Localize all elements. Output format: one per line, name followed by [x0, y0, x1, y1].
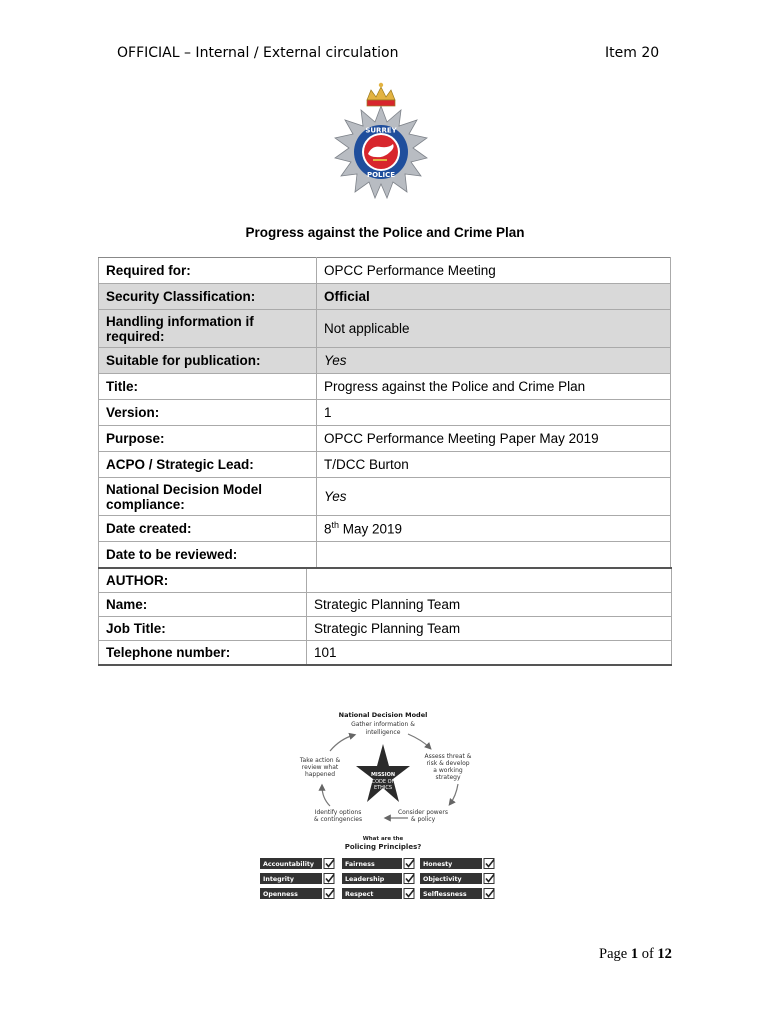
ndm-action-line1: Take action &	[299, 757, 341, 764]
row-label: Handling information if required:	[99, 310, 317, 348]
table-row	[99, 284, 671, 310]
principle-label: Selflessness	[423, 891, 467, 899]
row-value: 1	[317, 400, 671, 426]
ndm-assess-line1: Assess threat &	[424, 753, 472, 760]
row-label: Suitable for publication:	[99, 348, 317, 374]
row-label: National Decision Model compliance:	[99, 478, 317, 516]
row-value: 101	[307, 641, 672, 666]
page-total: 12	[657, 946, 672, 962]
table-row	[99, 258, 671, 284]
row-value: Strategic Planning Team	[307, 617, 672, 641]
ndm-center-line1: MISSION	[370, 772, 396, 778]
date-day: 8	[324, 521, 332, 537]
row-value: T/DCC Burton	[317, 452, 671, 478]
page-current: 1	[630, 946, 639, 962]
row-label: Name:	[99, 593, 307, 617]
row-label: ACPO / Strategic Lead:	[99, 452, 317, 478]
header-circulation: OFFICIAL – Internal / External circulation	[117, 45, 399, 61]
principle-label: Objectivity	[423, 876, 462, 884]
surrey-police-crest-logo	[326, 82, 436, 200]
row-value: Not applicable	[317, 310, 671, 348]
row-label: Title:	[99, 374, 317, 400]
table-row	[99, 400, 671, 426]
row-label: Job Title:	[99, 617, 307, 641]
date-rest: May 2019	[339, 521, 403, 537]
author-heading: AUTHOR:	[99, 568, 307, 593]
row-label: Date created:	[99, 516, 317, 542]
row-label: Required for:	[99, 258, 317, 284]
ndm-assess-line4: strategy	[435, 774, 461, 781]
principles-heading-line2: Policing Principles?	[344, 843, 422, 851]
principle-label: Respect	[345, 891, 374, 899]
principles-grid	[260, 858, 494, 899]
ndm-action-line2: review what	[301, 764, 339, 771]
ndm-center-line2: CODE OF	[371, 779, 395, 785]
ndm-identify-line2: & contingencies	[313, 816, 363, 823]
author-table	[98, 567, 672, 666]
table-row	[99, 426, 671, 452]
header-item-number: Item 20	[605, 45, 660, 61]
table-row	[99, 478, 671, 516]
ndm-center-line3: ETHICS	[373, 785, 393, 791]
row-value: Yes	[317, 478, 671, 516]
row-value	[317, 516, 671, 542]
row-label: Purpose:	[99, 426, 317, 452]
ndm-consider-line2: & policy	[410, 816, 436, 823]
table-row	[99, 374, 671, 400]
ndm-consider-line1: Consider powers	[397, 809, 449, 816]
principles-heading-line1: What are the	[362, 836, 404, 842]
ndm-assess-line3: a working	[433, 767, 463, 774]
row-label: Version:	[99, 400, 317, 426]
ndm-title: National Decision Model	[338, 711, 428, 719]
principle-label: Honesty	[423, 861, 453, 869]
crest-bottom-text: POLICE	[366, 171, 396, 179]
page-number	[599, 946, 672, 963]
document-info-table	[98, 257, 671, 569]
crown-icon	[367, 83, 395, 106]
ndm-gather-line2: intelligence	[365, 729, 401, 736]
principle-label: Integrity	[263, 876, 294, 884]
table-row	[99, 348, 671, 374]
principle-label: Fairness	[345, 861, 375, 869]
row-value: Official	[317, 284, 671, 310]
table-row	[99, 593, 672, 617]
ndm-assess-line2: risk & develop	[426, 760, 470, 767]
ndm-action-line3: happened	[304, 771, 336, 778]
principle-label: Leadership	[345, 876, 385, 884]
national-decision-model-diagram	[258, 706, 508, 906]
row-value	[307, 568, 672, 593]
principle-label: Openness	[263, 891, 298, 899]
page-prefix: Page	[599, 946, 631, 962]
row-value: OPCC Performance Meeting Paper May 2019	[317, 426, 671, 452]
document-title: Progress against the Police and Crime Plan	[245, 225, 525, 240]
row-value: Yes	[317, 348, 671, 374]
table-row	[99, 617, 672, 641]
row-value: Strategic Planning Team	[307, 593, 672, 617]
table-row	[99, 310, 671, 348]
row-label: Security Classification:	[99, 284, 317, 310]
row-value	[317, 542, 671, 569]
crest-top-text: SURREY	[365, 126, 397, 135]
page-sep: of	[638, 946, 658, 962]
ndm-gather-line1: Gather information &	[351, 721, 415, 728]
row-value: Progress against the Police and Crime Plan	[317, 374, 671, 400]
table-row	[99, 641, 672, 666]
date-suffix: th	[331, 520, 340, 531]
ndm-identify-line1: Identify options	[314, 809, 362, 816]
row-label: Date to be reviewed:	[99, 542, 317, 569]
table-row	[99, 542, 671, 569]
principle-label: Accountability	[263, 861, 314, 869]
table-row	[99, 568, 672, 593]
table-row	[99, 516, 671, 542]
row-label: Telephone number:	[99, 641, 307, 666]
table-row	[99, 452, 671, 478]
row-value: OPCC Performance Meeting	[317, 258, 671, 284]
